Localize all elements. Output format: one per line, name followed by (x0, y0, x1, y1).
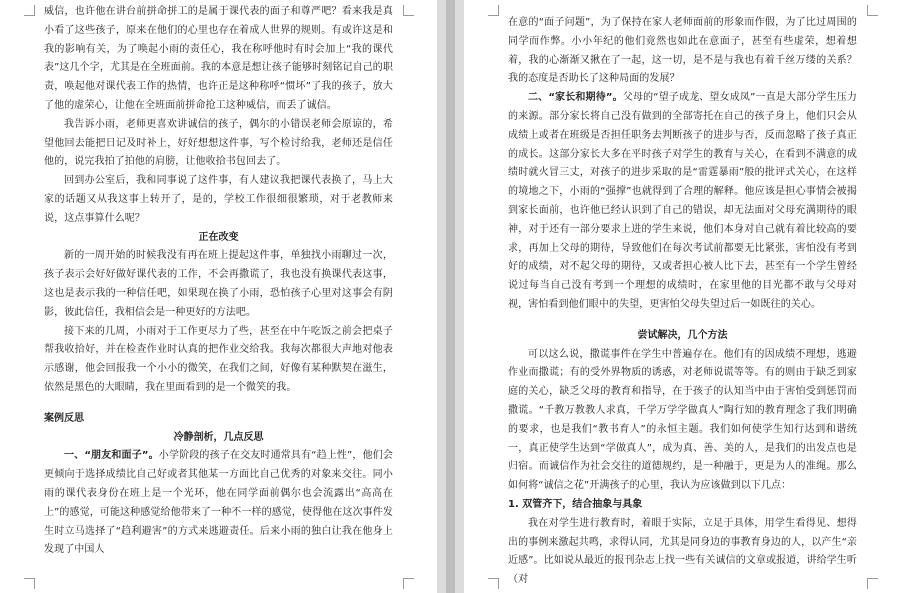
crop-mark (867, 5, 878, 16)
paragraph-text: 小学阶段的孩子在交友时通常具有“趋上性”，他们会更倾向于选择成绩比自己好或者其他某一方面比自己优秀的对象来交往。同小雨的课代表身份在班上是一个光环，他在同学面前偶尔也会流露出“高高在上”的感觉，可能这种感觉给他带来了一种不一样的感觉，使得他在这次事件发生时立马选择了“趋利避害”的方式来逃避责任。后来小雨的独白让我在他身上发现了中国人 (44, 450, 393, 556)
paragraph-lead: 一、“朋友和面子”。 (64, 450, 159, 462)
paragraph (44, 447, 393, 560)
subsection-heading: 1. 双管齐下，结合抽象与具象 (508, 498, 643, 510)
paragraph (508, 89, 857, 315)
page-body (508, 14, 857, 590)
section-heading: 正在改变 (198, 231, 239, 243)
paragraph: 接下来的几周，小雨对于工作更尽力了些，甚至在中午吃饭之前会把桌子帮我收拾好，并在检查作业时认真的把作业交给我。我每次都很大声地对他表示感谢，他会回报我一个小小的微笑，在我们之间，好像有某种默契在滋生，依然是黑色的大眼睛，我在里面看到的是一个微笑的我。 (44, 325, 393, 393)
crop-mark (24, 578, 35, 589)
subsection-heading: 冷静剖析，几点反思 (173, 431, 264, 443)
paragraph: 回到办公室后，我和同事说了这件事，有人建议我把课代表换了，马上大家的话题又从我这事上转开了，是的，学校工作很细很繁琐，对于老教师来说，这点事算什么呢？ (44, 175, 393, 224)
crop-mark (488, 578, 499, 589)
paragraph: 新的一周开始的时候我没有再在班上提起这件事，单独找小雨聊过一次，孩子表示会好好做好课代表的工作，不会再撒谎了，我也没有换课代表这事，这也是表示我的一种信任吧，如果现在换了小雨，恐怕孩子心里对这事会有阴影，彼此信任，我相信会是一种更好的方法吧。 (44, 250, 393, 318)
section-heading: 尝试解决，几个方法 (637, 329, 728, 341)
page-gap (437, 0, 464, 593)
crop-mark (24, 5, 35, 16)
page-body (44, 3, 393, 560)
document-page-right (464, 0, 901, 593)
section-heading: 案例反思 (44, 412, 84, 424)
document-page-left (0, 0, 437, 593)
crop-mark (488, 5, 499, 16)
paragraph: 在意的“面子问题”，为了保持在家人老师面前的形象而作假，为了比过周围的同学而作弊。小小年纪的他们竟然也如此在意面子，甚至有些虚荣，想着想着，我的心渐渐又揪在了一起，这一切，是不是与我也有着千丝万缕的关系？我的态度是否助长了这种局面的发展？ (508, 17, 857, 85)
scrollbar[interactable] (446, 0, 455, 593)
crop-mark (867, 578, 878, 589)
crop-mark (403, 5, 414, 16)
crop-mark (403, 578, 414, 589)
paragraph: 我在对学生进行教育时，着眼于实际，立足于具体，用学生看得见、想得出的事例来激起共鸣，求得认同，尤其是同身边的事教育身边的人，以产生“亲近感”。比如说从最近的报刊杂志上找一些有关诚信的文章或报道，讲给学生听（对 (508, 517, 857, 586)
paragraph: 威信，也许他在讲台前拼命拼工的是属于课代表的面子和尊严吧？看来我是真小看了这些孩子，原来在他们的心里也存在着成人世界的规则。有或许这是和我的影响有关，为了唤起小雨的责任心，我在称呼他时有时会加上“我的课代表”这几个字，尤其是在全班面前。我的本意是想让孩子能够时刻铭记自己的职责，唤起他对课代表工作的热情，也许正是这种称呼“惯坏”了我的孩子，放大了他的虚荣心，让他在全班面前拼命抢工这种威信，而丢了诚信。 (44, 6, 393, 111)
paragraph: 可以这么说，撒谎事件在学生中普遍存在。他们有的因成绩不理想，逃避作业而撒谎；有的受外界物质的诱惑，对老师说谎等等。有的则由于缺乏到家庭的关心，缺乏父母的教育和指导，在于孩子的认知当中由于害怕受到惩罚而撒谎。“千教万教教人求真，千学万学学做真人”陶行知的教育理念了我们明确的要求，也是我们“教书育人”的永恒主题。我们如何使学生知行达到和谐统一，真正使学生达到“学做真人”，成为真、善、美的人，是我们的出发点也是归宿。而诚信作为社会交往的道德规约，是一种融于，更是为人的准绳。那么如何将“诚信之花”开满孩子的心里，我认为应该做到以下几点： (508, 348, 857, 492)
paragraph-lead: 二、“家长和期待”。 (528, 92, 623, 104)
paragraph-text: 父母的“望子成龙、望女成凤”一直是大部分学生压力的来源。部分家长将自己没有做到的全部寄托在自己的孩子身上，他们只会从成绩上或者在班级是否担任职务去判断孩子的进步与否，反而忽略了孩子真正的成长。这部分家长大多在平时孩子对学生的教育与关心，在看到不满意的成绩时就火冒三丈，对孩子的进步采取的是“雷霆暴雨”般的批评式关心，在这样的境地之下，小雨的“强撑”也就得到了合理的解释。他应该是担心事情会被揭到家长面前，也许他已经认识到了自己的错误，却无法面对父母充满期待的眼神，对于还有一部分要求上进的学生来说，他们本身对自己就有着比较高的要求，再加上父母的期待，导致他们在每次考试前都要无比紧张，害怕没有考到好的成绩，对不起父母的期待，又或者担心被人比下去，甚至有一个学生曾经说过每当自己没有考到一个理想的成绩时，在家里他的目光都不敢与父母对视，害怕看到他们眼中的失望，更害怕父母失望过后一如既往的关心。 (508, 92, 857, 310)
paragraph: 我告诉小雨，老师更喜欢讲诚信的孩子，偶尔的小错误老师会原谅的，希望他回去能把日记及时补上，好好想想这件事，写个检讨给我，老师还是信任他的，说完我拍了拍他的肩膀，让他收拾书包回去了。 (44, 118, 393, 168)
